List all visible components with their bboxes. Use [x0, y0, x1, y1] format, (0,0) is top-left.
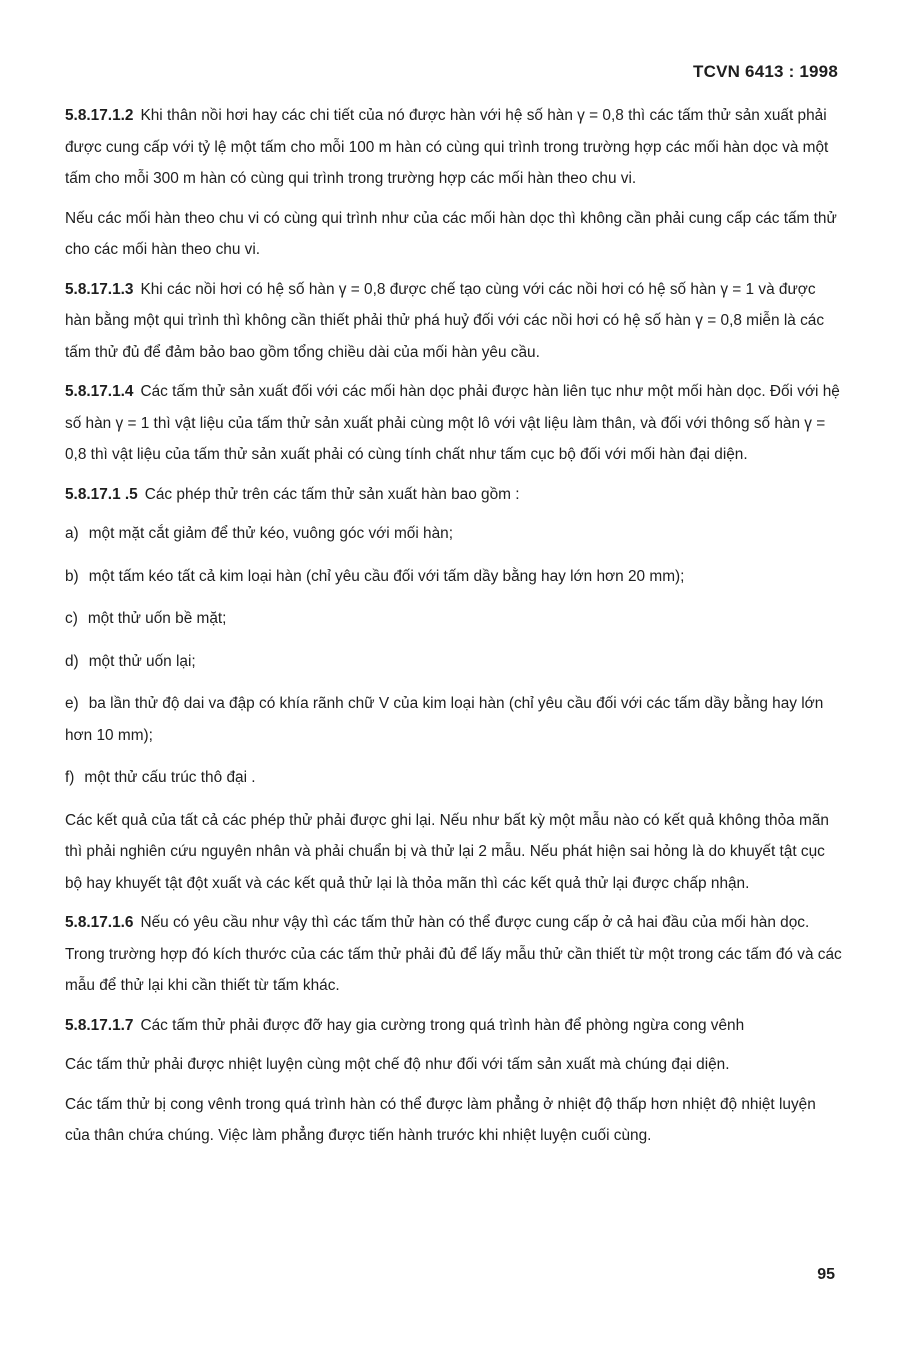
list-marker: e) — [65, 695, 79, 712]
list-item — [65, 762, 843, 794]
paragraph-text: Nếu các mối hàn theo chu vi có cùng qui trình như của các mối hàn dọc thì không cần phải cung cấp các tấm thử cho các mối hàn theo chu vi. — [65, 209, 837, 258]
paragraph-text: Các kết quả của tất cả các phép thử phải được ghi lại. Nếu như bất kỳ một mẫu nào có kết quả không thỏa mãn thì phải nghiên cứu nguyên nhân và phải chuẩn bị và thử lại 2 mẫu. Nếu phát hiện sai hỏng là do khuyết tật cục bộ hay khuyết tật đột xuất và các kết quả thử lại là thỏa mãn thì các kết quả thử lại được chấp nhận. — [65, 811, 829, 892]
list-item-text: một thử uốn bề mặt; — [87, 610, 227, 627]
paragraph-5-8-17-1-5 — [65, 479, 843, 511]
standard-header: TCVN 6413 : 1998 — [693, 62, 838, 81]
list-item-text: một tấm kéo tất cả kim loại hàn (chỉ yêu cầu đối với tấm dầy bằng hay lớn hơn 20 mm); — [88, 567, 685, 585]
paragraph-text: Các phép thử trên các tấm thử sản xuất hàn bao gồm : — [144, 485, 520, 503]
paragraph-5-8-17-1-3 — [65, 274, 843, 369]
list-marker: b) — [65, 567, 79, 585]
clause-number: 5.8.17.1.4 — [65, 383, 134, 400]
clause-number: 5.8.17.1.3 — [65, 280, 134, 298]
paragraph-5-8-17-1-6 — [65, 907, 843, 1002]
paragraph-5-8-17-1-7 — [65, 1010, 843, 1042]
paragraph-circumferential-welds — [65, 203, 843, 266]
clause-number: 5.8.17.1.6 — [65, 914, 134, 931]
list-item-text: ba lần thử độ dai va đập có khía rãnh chữ V của kim loại hàn (chỉ yêu cầu đối với các tấm dầy bằng hay lớn hơn 10 mm); — [65, 695, 824, 744]
list-item — [65, 646, 843, 678]
paragraph-text: Khi thân nồi hơi hay các chi tiết của nó được hàn với hệ số hàn γ = 0,8 thì các tấm thử sản xuất phải được cung cấp với tỷ lệ một tấm cho mỗi 100 m hàn có cùng qui trình trong trường hợp các mối hàn dọc và một tấm cho mỗi 300 m hàn có cùng qui trình trong trường hợp các mối hàn theo chu vi. — [65, 107, 829, 187]
clause-number: 5.8.17.1 .5 — [65, 485, 138, 503]
paragraph-text: Các tấm thử phải được nhiệt luyện cùng một chế độ như đối với tấm sản xuất mà chúng đại diện. — [65, 1056, 730, 1073]
list-item — [65, 518, 843, 550]
paragraph-5-8-17-1-4 — [65, 376, 843, 471]
list-marker: f) — [65, 769, 75, 786]
list-item — [65, 688, 843, 751]
paragraph-heat-treatment — [65, 1049, 843, 1081]
page-number: 95 — [817, 1266, 835, 1283]
list-item-text: một mặt cắt giảm để thử kéo, vuông góc với mối hàn; — [88, 525, 453, 542]
document-body — [65, 100, 843, 1160]
list-item-text: một thử uốn lại; — [88, 652, 196, 670]
clause-number: 5.8.17.1.7 — [65, 1016, 134, 1034]
list-item — [65, 603, 843, 635]
paragraph-flattening — [65, 1089, 843, 1152]
list-item-text: một thử cấu trúc thô đại . — [84, 769, 256, 786]
list-marker: c) — [65, 610, 78, 627]
paragraph-text: Các tấm thử bị cong vênh trong quá trình hàn có thể được làm phẳng ở nhiệt độ thấp hơn nhiệt độ nhiệt luyện của thân chứa chúng. Việc làm phẳng được tiến hành trước khi nhiệt luyện cuối cùng. — [65, 1095, 816, 1144]
paragraph-text: Nếu có yêu cầu như vậy thì các tấm thử hàn có thể được cung cấp ở cả hai đầu của mối hàn dọc. Trong trường hợp đó kích thước của các tấm thử phải đủ để lấy mẫu thử cần thiết từ một trong các tấm đó và các mẫu để thử lại khi cần thiết từ tấm khác. — [65, 914, 842, 994]
list-marker: a) — [65, 525, 79, 542]
paragraph-text: Các tấm thử sản xuất đối với các mối hàn dọc phải được hàn liên tục như một mối hàn dọc. Đối với hệ số hàn γ = 1 thì vật liệu của tấm thử sản xuất phải cùng một lô với vật liệu làm thân, và đối với thông số hàn γ = 0,8 thì vật liệu của tấm thử sản xuất phải có cùng tính chất như tấm cục bộ đối với mối hàn đại diện. — [65, 383, 840, 463]
paragraph-text: Khi các nồi hơi có hệ số hàn γ = 0,8 được chế tạo cùng với các nồi hơi có hệ số hàn γ = 1 và được hàn bằng một qui trình thì không cần thiết phải thử phá huỷ đối với các nồi hơi có hệ số hàn γ = 0,8 miễn là các tấm thử đủ để đảm bảo bao gồm tổng chiều dài của mối hàn yêu cầu. — [65, 280, 825, 361]
paragraph-test-results — [65, 805, 843, 900]
list-marker: d) — [65, 652, 79, 670]
clause-number: 5.8.17.1.2 — [65, 107, 134, 124]
list-item — [65, 561, 843, 593]
paragraph-text: Các tấm thử phải được đỡ hay gia cường trong quá trình hàn để phòng ngừa cong vênh — [140, 1016, 745, 1034]
paragraph-5-8-17-1-2 — [65, 100, 843, 195]
